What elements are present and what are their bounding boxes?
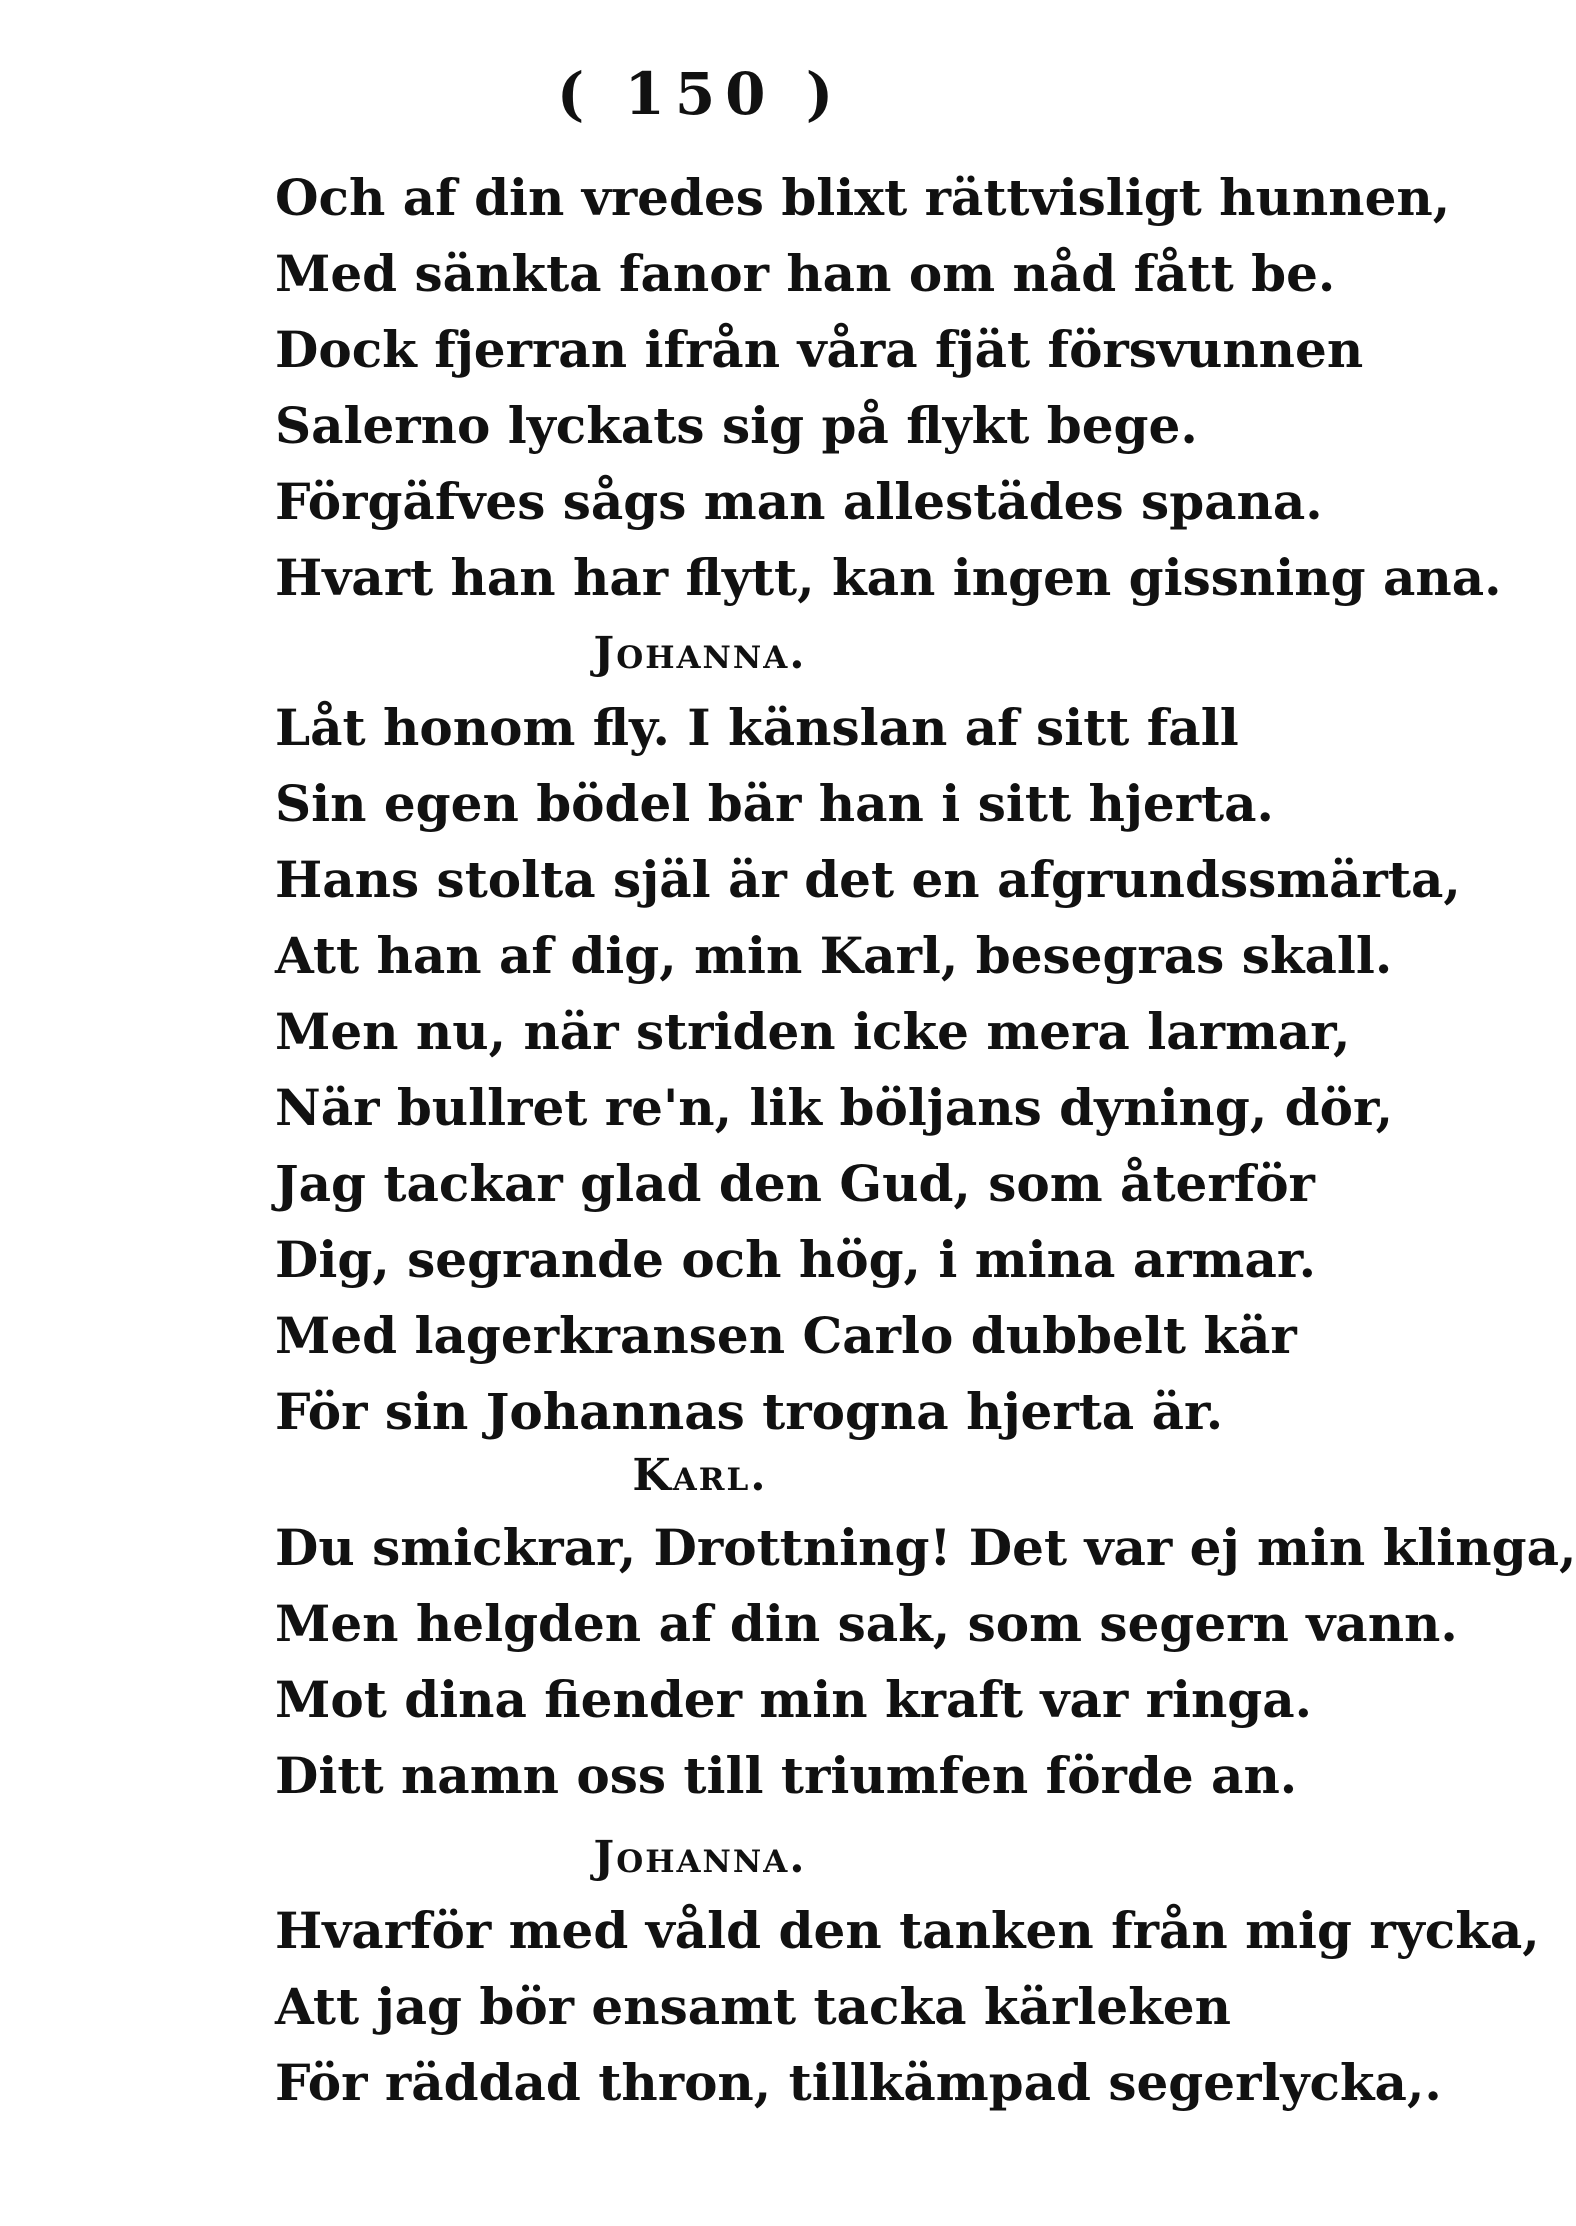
verse-line: Jag tackar glad den Gud, som återför — [275, 1154, 1315, 1213]
verse-line: Dock fjerran ifrån våra fjät försvunnen — [275, 320, 1364, 379]
verse-line: Dig, segrande och hög, i mina armar. — [275, 1230, 1317, 1289]
verse-line: För sin Johannas trogna hjerta är. — [275, 1382, 1224, 1441]
verse-line: Med lagerkransen Carlo dubbelt kär — [275, 1306, 1297, 1365]
stanza-3 — [275, 1510, 1576, 1814]
verse-line: Hvarför med våld den tanken från mig rycka, — [275, 1901, 1540, 1960]
verse-line: Men nu, när striden icke mera larmar, — [275, 1002, 1351, 1061]
verse-line: Att jag bör ensamt tacka kärleken — [275, 1977, 1231, 2036]
verse-line: Hans stolta själ är det en afgrundssmärta, — [275, 850, 1461, 909]
speaker-heading: Karl. — [632, 1450, 768, 1501]
verse-line: Salerno lyckats sig på flykt bege. — [275, 396, 1198, 455]
verse-line: Förgäfves sågs man allestädes spana. — [275, 472, 1323, 531]
verse-line: När bullret re'n, lik böljans dyning, dör, — [275, 1078, 1394, 1137]
verse-line: Låt honom fly. I känslan af sitt fall — [275, 698, 1239, 757]
verse-line: Hvart han har flytt, kan ingen gissning ana. — [275, 548, 1502, 607]
verse-line: Ditt namn oss till triumfen förde an. — [275, 1746, 1298, 1805]
speaker-heading: Johanna. — [593, 1832, 807, 1883]
verse-line: Men helgden af din sak, som segern vann. — [275, 1594, 1458, 1653]
verse-line: Sin egen bödel bär han i sitt hjerta. — [275, 774, 1274, 833]
verse-line: Att han af dig, min Karl, besegras skall. — [275, 926, 1393, 985]
stanza-4 — [275, 1893, 1540, 2121]
verse-line: Mot dina fiender min kraft var ringa. — [275, 1670, 1313, 1729]
verse-line: Du smickrar, Drottning! Det var ej min klinga, — [275, 1518, 1576, 1577]
verse-line: För räddad thron, tillkämpad segerlycka,. — [275, 2053, 1442, 2112]
verse-line: Med sänkta fanor han om nåd fått be. — [275, 244, 1336, 303]
speaker-heading: Johanna. — [593, 628, 807, 679]
stanza-2 — [275, 690, 1461, 1450]
page-number: ( 150 ) — [556, 60, 844, 128]
stanza-1 — [275, 160, 1502, 616]
verse-line: Och af din vredes blixt rättvisligt hunnen, — [275, 168, 1451, 227]
